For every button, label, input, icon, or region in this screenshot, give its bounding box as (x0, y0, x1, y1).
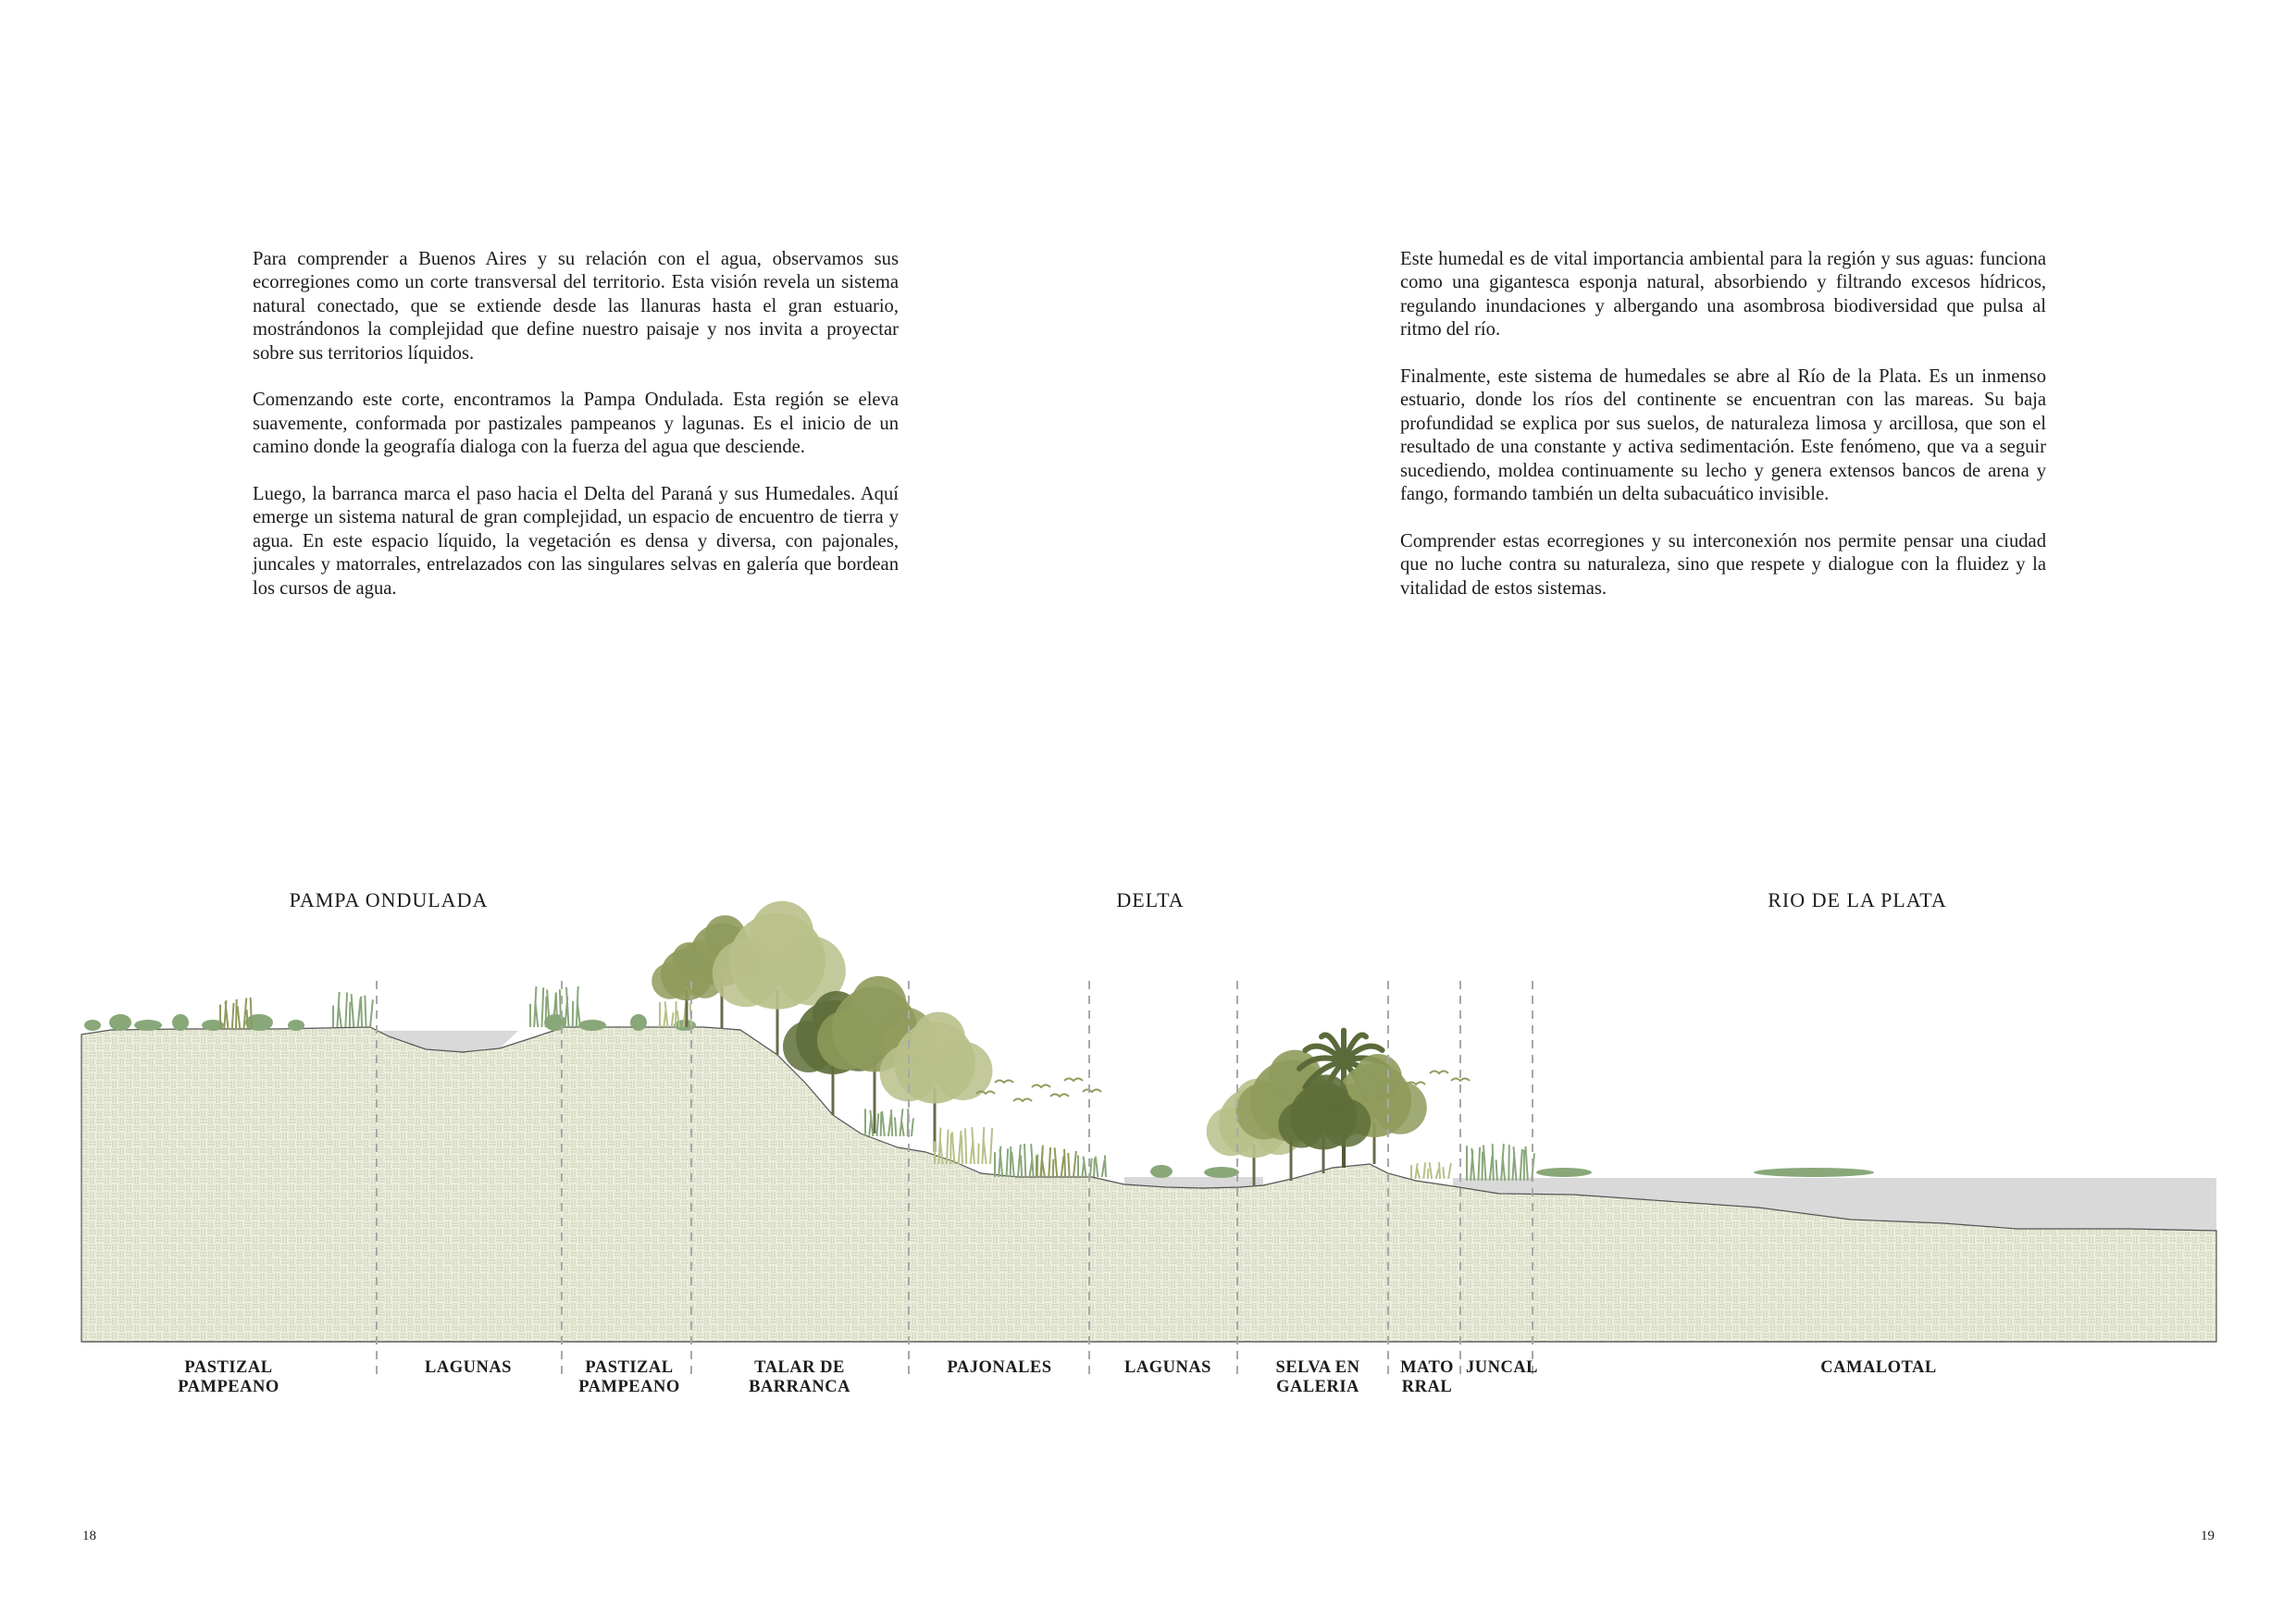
region-title-pampa: PAMPA ONDULADA (289, 888, 489, 911)
zone-label-line: CAMALOTAL (1820, 1358, 1937, 1377)
grass-tuft (109, 1014, 131, 1031)
zone-label-lagunas (425, 1358, 512, 1378)
zone-label-lagunas (1124, 1358, 1211, 1378)
bird (1451, 1079, 1470, 1082)
zone-label-line: MATO (1400, 1358, 1454, 1377)
tree-canopy (751, 901, 813, 964)
zone-label-line: PAJONALES (947, 1358, 1052, 1377)
grass-clump (1467, 1144, 1534, 1181)
zone-label-pastizal-pampeano (578, 1358, 680, 1397)
bird (1430, 1072, 1448, 1074)
grass-tuft (578, 1020, 606, 1031)
zone-label-juncal (1466, 1358, 1538, 1378)
zone-label-line: BARRANCA (749, 1378, 850, 1396)
paragraph: Para comprender a Buenos Aires y su relación con el agua, observamos sus ecorregiones como un corte transversal del territorio. Esta visión revela un sistema natural conectado, que se extiende desde las llanuras hasta el gran estuario, mostrándonos la complejidad que define nuestro paisaje y nos invita a proyectar sobre sus territorios líquidos. (253, 249, 899, 364)
paragraph: Comenzando este corte, encontramos la Pampa Ondulada. Esta región se eleva suavemente, conformada por pastizales pampeanos y lagunas. Es el inicio de un camino donde la geografía dialoga con la fuerza del agua que desciende. (253, 390, 899, 458)
bird (1064, 1079, 1083, 1082)
tree-canopy (1305, 1074, 1348, 1118)
paragraph: Finalmente, este sistema de humedales se abre al Río de la Plata. Es un inmenso estuario, donde los ríos del continente se encuentran con las mareas. Su baja profundidad se explica por sus suelos, de naturaleza limosa y arcillosa, que son el resultado de una constante y activa sedimentación. Este fenómeno, que va a seguir sucediendo, moldea continuamente su lecho y genera extensos bancos de arena y fango, formando también un delta subacuático invisible. (1400, 366, 2046, 505)
grass-tuft (544, 1014, 566, 1031)
zone-label-line: PASTIZAL (585, 1358, 674, 1377)
zone-label-pastizal-pampeano (178, 1358, 279, 1397)
bird (1083, 1090, 1101, 1093)
page-number-right: 19 (2201, 1529, 2215, 1543)
grass-clump (333, 992, 373, 1027)
grass-tuft (630, 1014, 647, 1031)
region-title-rio: RIO DE LA PLATA (1768, 888, 1947, 911)
grass-tuft (1204, 1167, 1239, 1178)
grass-clump (1411, 1162, 1451, 1179)
zone-label-line: RRAL (1401, 1378, 1453, 1396)
zone-label-line: JUNCAL (1465, 1358, 1539, 1377)
zone-label-line: LAGUNAS (1124, 1358, 1211, 1377)
zone-label-line: TALAR DE (754, 1358, 845, 1377)
grass-clump (220, 997, 252, 1029)
tree-canopy (1354, 1054, 1402, 1102)
zone-label-selva-en-galeria (1276, 1358, 1360, 1397)
grass-tuft (1150, 1165, 1173, 1178)
zone-label-pajonales (947, 1358, 1051, 1378)
zone-label-matorral (1400, 1358, 1454, 1397)
bird (1013, 1099, 1032, 1102)
grass-tuft (1536, 1168, 1592, 1177)
zone-label-camalotal (1820, 1358, 1936, 1378)
tree-canopy (851, 976, 907, 1032)
grass-clump (1036, 1147, 1076, 1177)
tree-canopy (912, 1012, 965, 1065)
grass-tuft (245, 1014, 273, 1031)
grass-tuft (84, 1020, 101, 1031)
paragraph: Este humedal es de vital importancia ambiental para la región y sus aguas: funciona como una gigantesca esponja natural, absorbiendo y filtrando excesos hídricos, regulando inundaciones y albergando una asombrosa biodiversidad que pulsa al ritmo del río. (1400, 249, 2046, 341)
paragraph: Comprender estas ecorregiones y su interconexión nos permite pensar una ciudad que no luche contra su naturaleza, sino que respete y dialogue con la fluidez y la vitalidad de estos sistemas. (1400, 530, 2046, 599)
bird (995, 1081, 1013, 1084)
zone-label-talar-de-barranca (749, 1358, 850, 1397)
grass-tuft (172, 1014, 189, 1031)
page-number-left: 18 (82, 1529, 96, 1543)
grass-tuft (134, 1020, 162, 1031)
zone-label-line: SELVA EN (1275, 1358, 1360, 1377)
zone-label-line: PAMPEANO (178, 1378, 279, 1396)
bird (1032, 1085, 1050, 1088)
region-title-delta: DELTA (1116, 888, 1185, 911)
zone-label-line: PASTIZAL (184, 1358, 273, 1377)
paragraph: Luego, la barranca marca el paso hacia el Delta del Paraná y sus Humedales. Aquí emerge un sistema natural de gran complejidad, un espacio de encuentro de tierra y agua. En este espacio líquido, la vegetación es densa y diversa, con pajonales, juncales y matorrales, entrelazados con las singulares selvas en galería que bordean los cursos de agua. (253, 484, 899, 599)
zone-label-line: LAGUNAS (425, 1358, 512, 1377)
zone-label-line: PAMPEANO (578, 1378, 680, 1396)
zone-label-line: GALERIA (1276, 1378, 1359, 1396)
grass-tuft (1754, 1168, 1874, 1177)
bird (1050, 1095, 1069, 1097)
grass-clump (1078, 1156, 1106, 1177)
grass-tuft (288, 1020, 304, 1031)
grass-clump (865, 1109, 913, 1136)
